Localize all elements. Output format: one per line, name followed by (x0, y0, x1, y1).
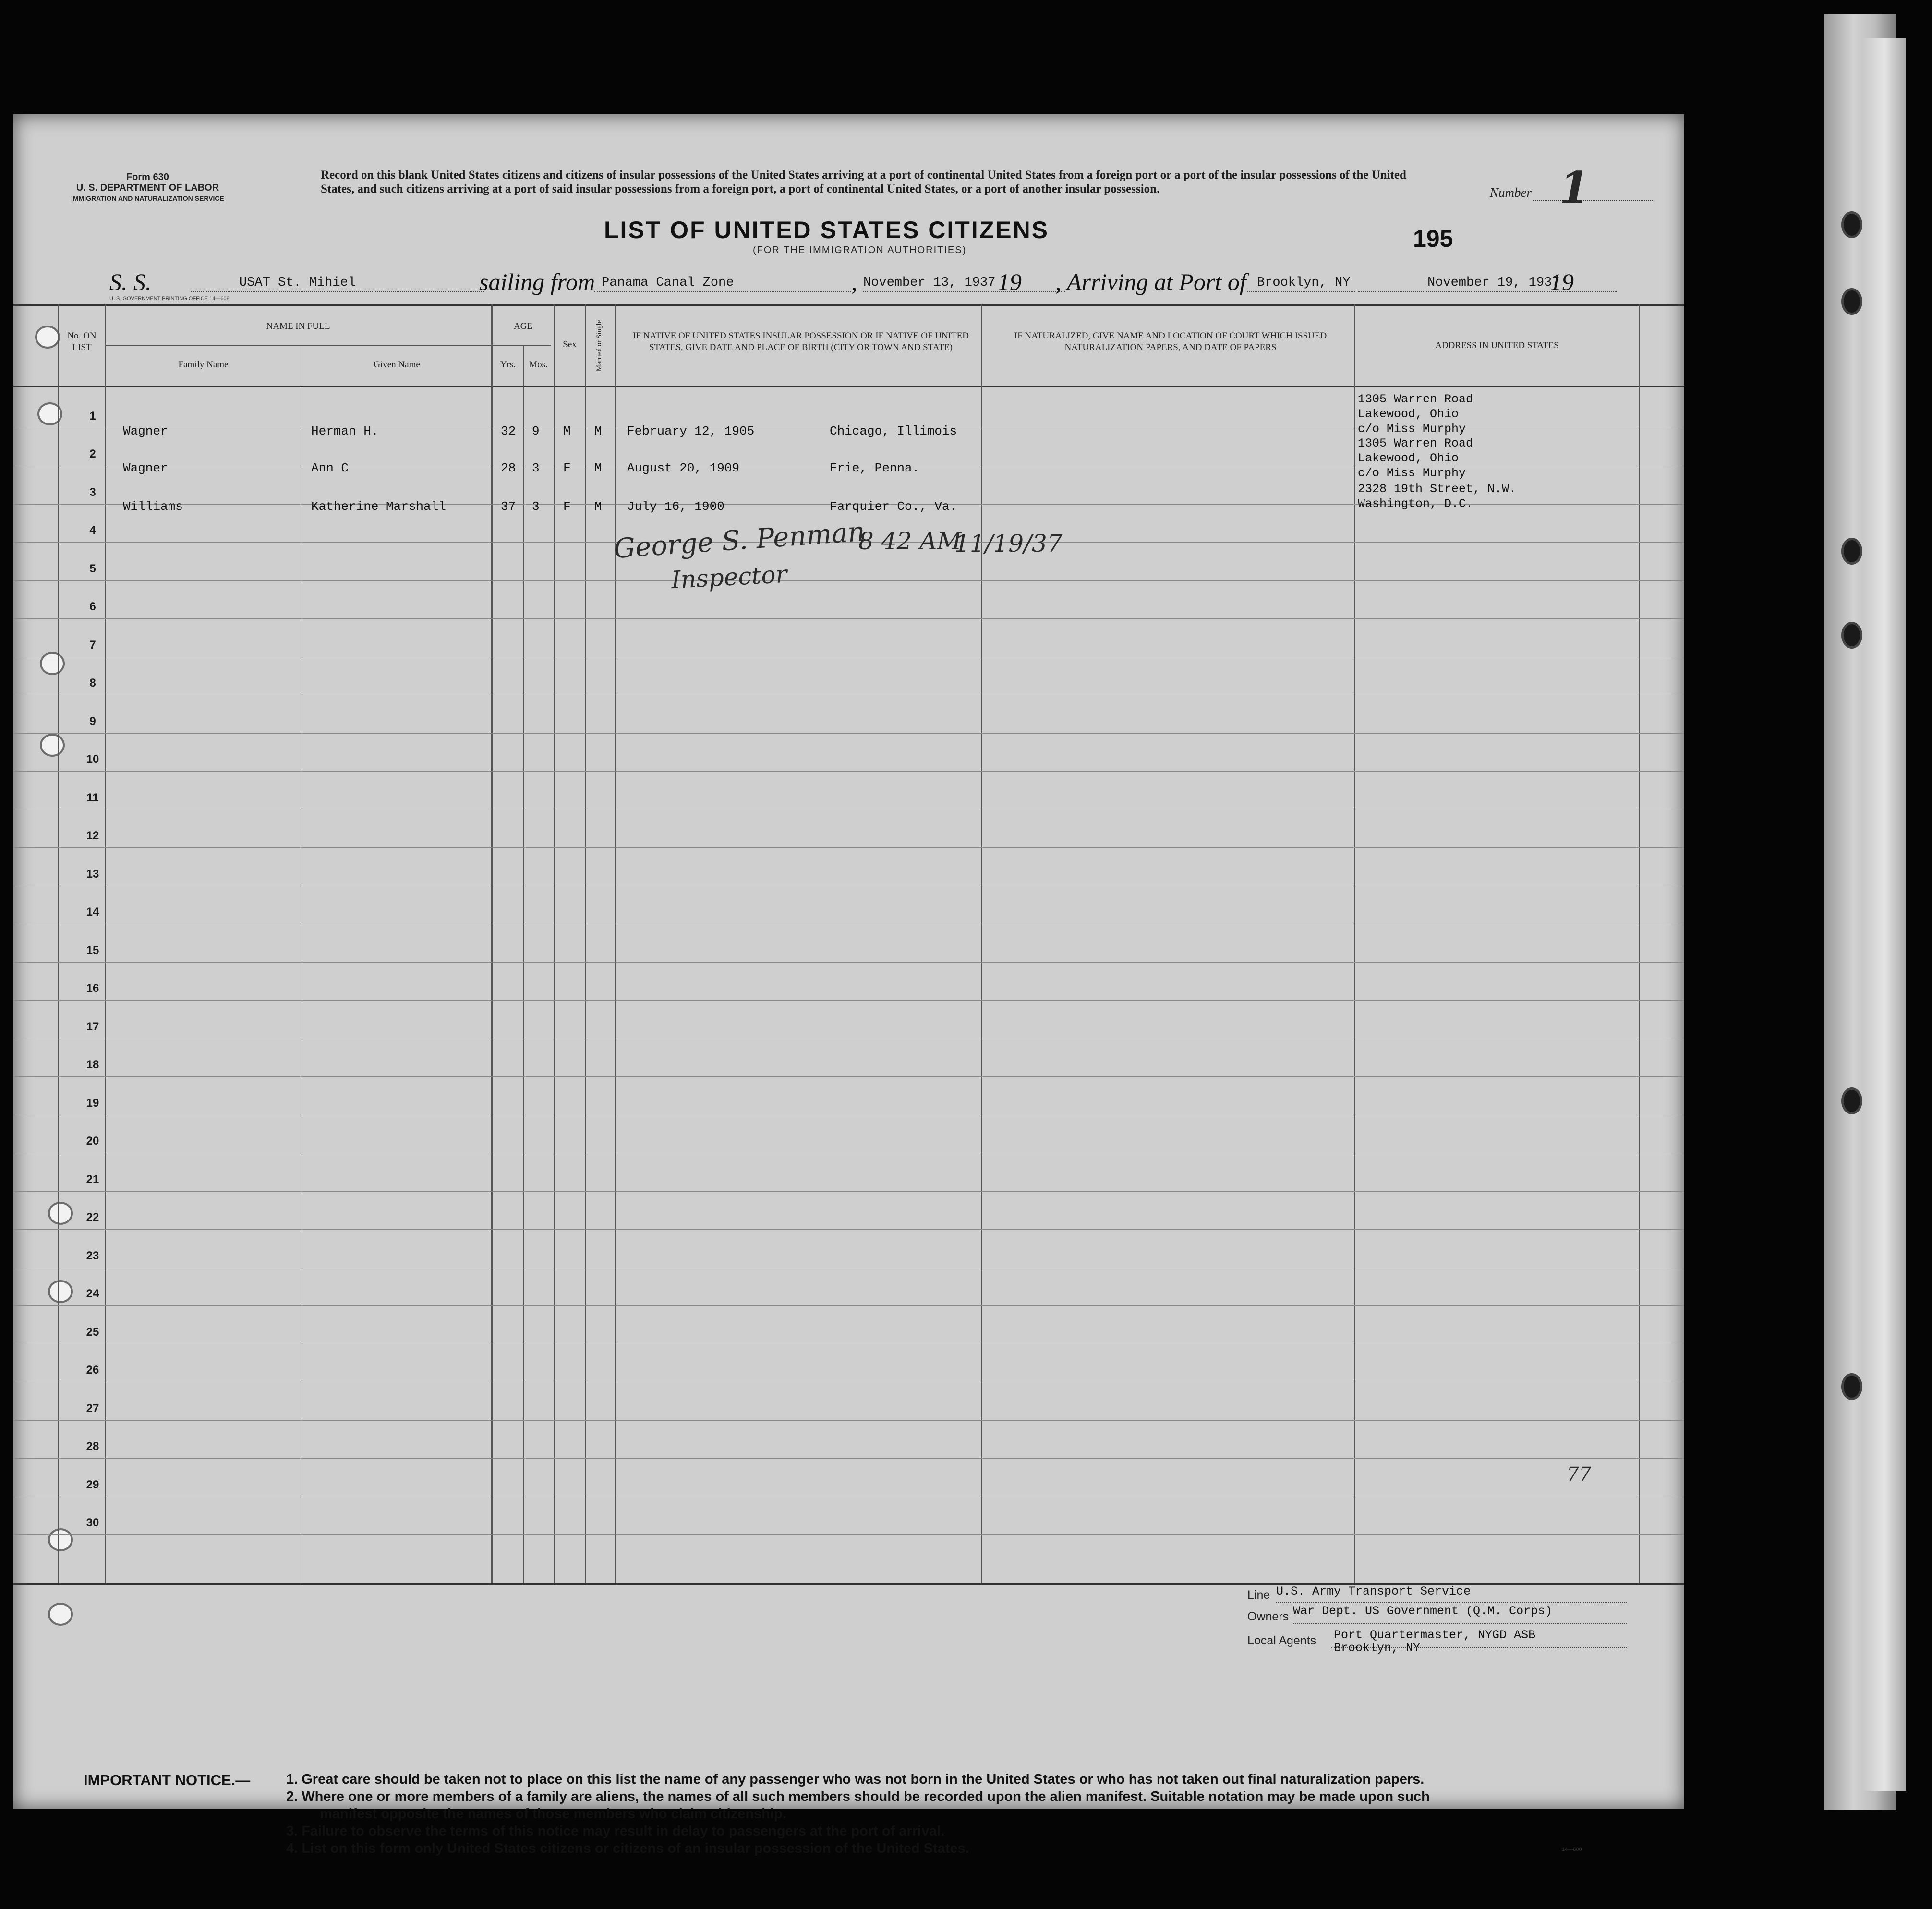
number-label: Number (1490, 185, 1532, 200)
row-rule (13, 1191, 1684, 1192)
local-agents-label: Local Agents (1247, 1634, 1316, 1647)
family-name: Wagner (123, 461, 168, 475)
sailing-from-label: sailing from (479, 268, 595, 295)
arrival-port-line (1247, 291, 1355, 292)
sail-date: November 13, 1937 (863, 276, 996, 290)
sex: F (563, 499, 571, 514)
arriving-label: , Arriving at Port of (1055, 268, 1246, 295)
row-number: 3 (89, 485, 96, 499)
header-married-or-single: Married or Single (595, 320, 603, 372)
owners-value: War Dept. US Government (Q.M. Corps) (1293, 1604, 1553, 1618)
birth-place: Erie, Penna. (830, 461, 920, 475)
row-number: 19 (86, 1096, 99, 1110)
manifest-sheet: Form 630 U. S. DEPARTMENT OF LABOR IMMIGRATION AND NATURALIZATION SERVICE Record on this blank United States citizens and citizens of insular possessions of the United States arriving at a port of continental United States from a foreign port or a port of the insular possessions of the United States, and such citizens arriving at a port of said insular possessions from a foreign port, a port of continental United States, or a port of another insular possession. Number 1 LIST OF UNITED STATES CITIZENS (FOR THE IMMIGRATION AUTHORITIES) 195 S. S. USAT St. Mihiel U. S. GOVERNMENT PRINTING OFFICE 14—608 sailing from Panama Canal Zone , November 13, 1937 19 , Arriving at Port of Brooklyn, NY November 19, 1937 19 No. ON LIST NAME IN FULL Family Name Given Name AGE Yrs. Mos. Sex Married or Single IF NATIVE OF UNITED STATES INSULAR POSSESSION OR IF NATIVE OF UNITED STATES, GIVE DATE AND PLACE OF BIRTH (CITY OR TOWN AND STATE) IF NATURALIZED, GIVE NAME AND LOCATION OF COURT WHICH ISSUED NATURALIZATION PAPERS, AND DATE OF PAPERS ADDRESS IN UNITED STATES 1 2 3 4 5 6 7 8 9 10 11 12 13 14 15 16 17 18 19 20 21 22 23 24 25 26 27 28 29 30 Wagner Herman H. 32 9 M M February 12, 1905 Chicago, Illimois 1305 Warren Road Lakewood, Ohio c/o Miss Murphy Wagner Ann C 28 3 F M August 20, 1909 Erie, Penna. 1305 Warren Road Lakewood, Ohio c/o Miss Murphy Williams Katherine Marshall 37 3 F M July 16, 1900 Farquier Co., Va. 2328 19th Street, N.W. Washington, D.C. George S. Penman Inspector 8 42 AM 11/19/37 77 Line U.S. Army Transport Service Owners War Dept. US Government (Q.M. Corps) Local Agents Port Quartermaster, NYGD ASB Brooklyn, NY IMPORTANT NOTICE.— 1. Great care should be taken not to place on this list the name of any passenger who was not born in the United States or who has not taken out final naturalization papers. 2. Where one or more members of a family are aliens, the names of all such members should be recorded upon the alien manifest. Suitable notation may be made upon such manifest opposite the names of those members who claim citizenship. 3. Failure to observe the terms of this notice may result in delay to passengers at the port of arrival. 4. List on this form only United States citizens or citizens of an insular possession of the United States. 14—608 (13, 114, 1684, 1809)
punch-hole (48, 1280, 73, 1303)
address: 2328 19th Street, N.W. Washington, D.C. (1358, 482, 1517, 511)
row-number: 4 (89, 524, 96, 537)
binder-hole (1841, 622, 1862, 649)
row-rule (13, 618, 1684, 619)
arrival-date: November 19, 1937 (1427, 276, 1560, 290)
notice-item-3: 3. Failure to observe the terms of this notice may result in delay to passengers at the port of arrival. (286, 1824, 945, 1839)
birth-place: Chicago, Illimois (830, 424, 957, 438)
row-number: 23 (86, 1249, 99, 1262)
punch-hole (48, 1202, 73, 1225)
ship-line (191, 291, 484, 292)
row-number: 25 (86, 1325, 99, 1339)
row-number: 20 (86, 1135, 99, 1148)
age-years: 28 (501, 461, 516, 475)
address: 1305 Warren Road Lakewood, Ohio c/o Miss Murphy (1358, 392, 1473, 436)
row-number: 2 (89, 447, 96, 460)
department-name: U. S. DEPARTMENT OF LABOR (76, 182, 219, 193)
marital-status: M (594, 461, 602, 475)
punch-hole (48, 1603, 73, 1626)
row-number: 26 (86, 1364, 99, 1377)
row-number: 10 (86, 753, 99, 766)
binder-hole (1841, 538, 1862, 565)
row-number: 22 (86, 1211, 99, 1224)
row-number: 12 (86, 829, 99, 842)
row-number: 5 (89, 562, 96, 575)
sex: M (563, 424, 571, 438)
row-rule (13, 847, 1684, 848)
given-name: Katherine Marshall (311, 499, 446, 514)
year-suffix-1: 19 (998, 268, 1022, 295)
inspection-time: 8 42 AM (858, 527, 962, 555)
punch-hole (40, 652, 65, 675)
row-rule (13, 771, 1684, 772)
local-agents-value-2: Brooklyn, NY (1334, 1641, 1421, 1655)
row-number: 7 (89, 638, 96, 652)
form-title: LIST OF UNITED STATES CITIZENS (604, 217, 1050, 243)
family-name: Williams (123, 499, 183, 514)
line-value: U.S. Army Transport Service (1276, 1584, 1471, 1598)
row-number: 27 (86, 1402, 99, 1415)
family-name: Wagner (123, 424, 168, 438)
row-rule (13, 1076, 1684, 1077)
age-months: 3 (532, 499, 540, 514)
form-number: Form 630 (126, 172, 169, 182)
line-label: Line (1247, 1588, 1270, 1602)
binder-hole (1841, 288, 1862, 315)
form-subtitle: (FOR THE IMMIGRATION AUTHORITIES) (753, 245, 967, 255)
sailing-from-line (594, 291, 851, 292)
header-given-name: Given Name (374, 360, 420, 370)
row-number: 24 (86, 1287, 99, 1300)
marital-status: M (594, 424, 602, 438)
header-naturalization: IF NATURALIZED, GIVE NAME AND LOCATION OF COURT WHICH ISSUED NATURALIZATION PAPERS, AND DATE OF PAPERS (1014, 331, 1327, 352)
inspector-title: Inspector (670, 560, 788, 594)
number-line (1533, 200, 1653, 201)
row-number: 15 (86, 943, 99, 957)
header-address: ADDRESS IN UNITED STATES (1435, 340, 1559, 350)
binder-hole (1841, 211, 1862, 238)
punch-hole (48, 1528, 73, 1551)
header-name-in-full: NAME IN FULL (266, 321, 330, 331)
given-name: Ann C (311, 461, 349, 475)
row-rule (13, 962, 1684, 963)
row-rule (13, 1229, 1684, 1230)
row-rule (13, 1305, 1684, 1306)
binder-hole (1841, 1087, 1862, 1114)
row-number: 13 (86, 867, 99, 881)
punch-hole (40, 734, 65, 757)
row-number: 29 (86, 1478, 99, 1491)
age-months: 9 (532, 424, 540, 438)
sailing-from-port: Panama Canal Zone (602, 276, 734, 290)
birth-date: July 16, 1900 (627, 499, 724, 514)
punch-hole (35, 326, 60, 349)
row-number: 17 (86, 1020, 99, 1033)
list-number-stamp: 195 (1413, 225, 1453, 252)
row-number: 1 (89, 409, 96, 423)
ship-name: USAT St. Mihiel (239, 276, 356, 290)
form-identification (71, 172, 224, 204)
row-number: 9 (89, 714, 96, 728)
notice-item-2: 2. Where one or more members of a family are aliens, the names of all such members should be recorded upon the alien manifest. Suitable notation may be made upon such (286, 1789, 1430, 1804)
row-rule (13, 580, 1684, 581)
age-years: 37 (501, 499, 516, 514)
given-name: Herman H. (311, 424, 379, 438)
form-preamble: Record on this blank United States citizens and citizens of insular possessions of the United States arriving at a port of continental United States from a foreign port or a port of the insular possessions of the United States, and such citizens arriving at a port of said insular possessions from a foreign port, a port of continental United States, or a port of another insular possession. (321, 169, 1406, 195)
birth-place: Farquier Co., Va. (830, 499, 957, 514)
row-number: 18 (86, 1058, 99, 1071)
notice-item-4: 4. List on this form only United States citizens or citizens of an insular possession of the United States. (286, 1841, 969, 1856)
header-family-name: Family Name (178, 360, 229, 370)
arrival-port: Brooklyn, NY (1257, 276, 1351, 290)
row-rule (13, 733, 1684, 734)
header-sex: Sex (563, 339, 577, 350)
sail-date-line (863, 291, 1065, 292)
row-number: 14 (86, 906, 99, 918)
row-rule (13, 1000, 1684, 1001)
row-number: 6 (89, 600, 96, 613)
row-rule (13, 1420, 1684, 1421)
header-age: AGE (513, 321, 533, 331)
header-mos: Mos. (529, 360, 548, 370)
inspection-date: 11/19/37 (954, 530, 1063, 557)
owners-label: Owners (1247, 1610, 1289, 1623)
sex: F (563, 461, 571, 475)
age-years: 32 (501, 424, 516, 438)
arrival-date-line (1358, 291, 1617, 292)
notice-item-2-cont: manifest opposite the names of those members who claim citizenship. (320, 1806, 786, 1822)
row-rule (13, 1534, 1684, 1535)
address: 1305 Warren Road Lakewood, Ohio c/o Miss Murphy (1358, 436, 1473, 480)
marital-status: M (594, 499, 602, 514)
binder-hole (1841, 1373, 1862, 1400)
form-code: 14—608 (1562, 1847, 1582, 1852)
local-agents-value: Port Quartermaster, NYGD ASB (1334, 1628, 1536, 1642)
service-name: IMMIGRATION AND NATURALIZATION SERVICE (71, 194, 224, 202)
margin-mark: 77 (1567, 1463, 1591, 1486)
birth-date: August 20, 1909 (627, 461, 740, 475)
important-notice-heading: IMPORTANT NOTICE.— (84, 1772, 251, 1788)
row-rule (13, 1458, 1684, 1459)
adjacent-page-edge-2 (1863, 38, 1906, 1791)
header-yrs: Yrs. (500, 360, 516, 370)
row-number: 30 (86, 1516, 99, 1529)
ss-label: S. S. (109, 268, 152, 295)
row-number: 21 (86, 1172, 99, 1186)
row-number: 11 (86, 791, 99, 804)
inspector-signature: George S. Penman (613, 516, 866, 565)
year-suffix-2: 19 (1550, 268, 1574, 295)
row-number: 16 (86, 982, 99, 995)
sheet-number: 1 (1559, 162, 1590, 213)
header-place-of-birth: IF NATIVE OF UNITED STATES INSULAR POSSESSION OR IF NATIVE OF UNITED STATES, GIVE DATE AND PLACE OF BIRTH (CITY OR TOWN AND STATE) (633, 331, 969, 352)
notice-item-1: 1. Great care should be taken not to place on this list the name of any passenger who was not born in the United States or who has not taken out final naturalization papers. (286, 1772, 1425, 1787)
row-number: 28 (86, 1440, 99, 1453)
birth-date: February 12, 1905 (627, 424, 755, 438)
row-number: 8 (89, 677, 96, 689)
printers-note: U. S. GOVERNMENT PRINTING OFFICE 14—608 (109, 296, 229, 302)
age-months: 3 (532, 461, 540, 475)
header-no-on-list: No. ON LIST (67, 331, 97, 352)
